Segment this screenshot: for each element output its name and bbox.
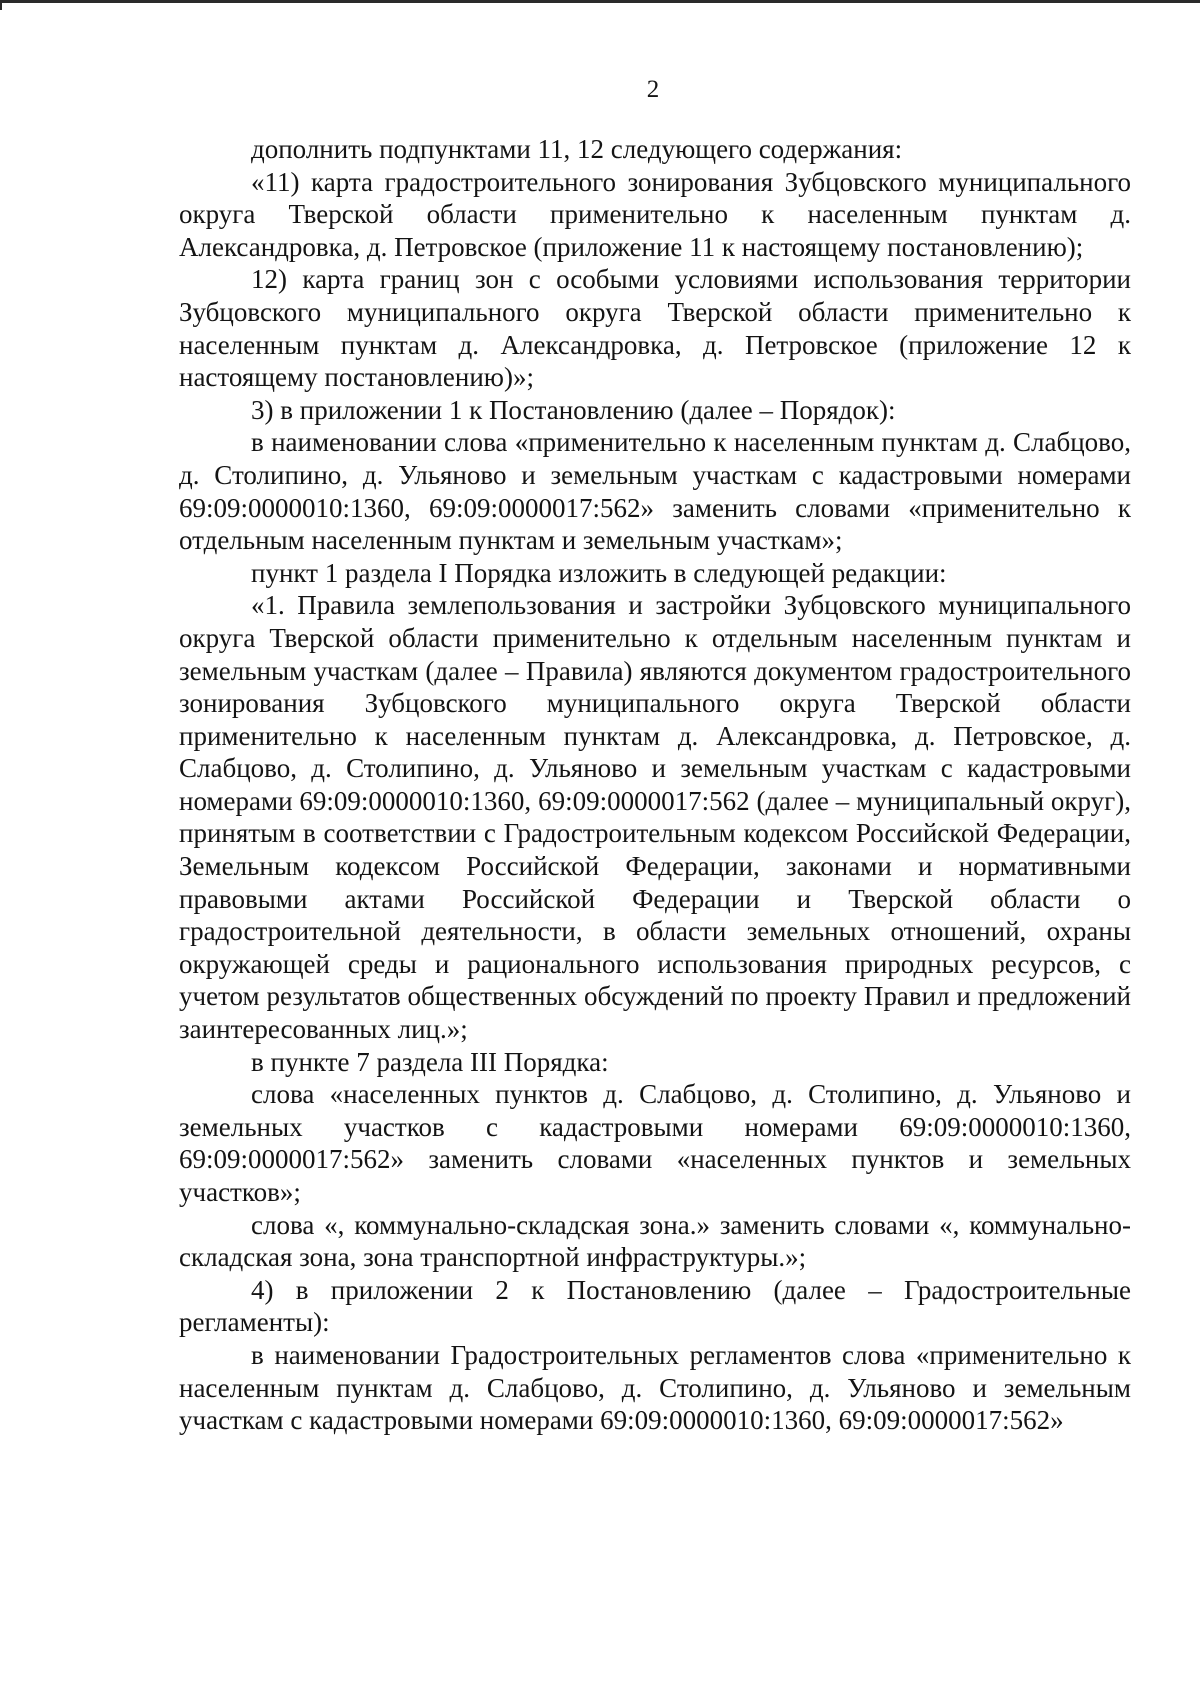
paragraph-regulations-title: в наименовании Градостроительных регламентов слова «применительно к населенным пунктам д. Слабцово, д. Столипино, д. Ульяново и земельным участкам с кадастровыми номерами 69:09:0000010:1360, 69:09:0000017:562» [179,1339,1131,1436]
paragraph-section-iii: в пункте 7 раздела III Порядка: [251,1046,609,1077]
paragraph-section-i: пункт 1 раздела I Порядка изложить в следующей редакции: [251,557,947,588]
paragraph-intro: дополнить подпунктами 11, 12 следующего содержания: [251,134,903,164]
document-body [179,133,1131,1437]
scan-border-corner [0,0,2,10]
paragraph-words-zone: слова «, коммунально-складская зона.» заменить словами «, коммунально-складская зона, зона транспортной инфраструктуры.»; [179,1209,1131,1273]
page-number: 2 [646,76,660,103]
paragraph-words-settlements: слова «населенных пунктов д. Слабцово, д. Столипино, д. Ульяново и земельных участков с кадастровыми номерами 69:09:0000010:1360, 69:09:0000017:562» заменить словами «населенных пунктов и земельных участков»; [179,1079,1131,1207]
paragraph-item-3: 3) в приложении 1 к Постановлению (далее – Порядок): [251,394,896,425]
paragraph-subitem-11: «11) карта градостроительного зонирования Зубцовского муниципального округа Тверской области применительно к населенным пунктам д. Александровка, д. Петровское (приложение 11 к настоящему постановлению); [179,166,1131,262]
paragraph-title-change: в наименовании слова «применительно к населенным пунктам д. Слабцово, д. Столипино, д. Ульяново и земельным участкам с кадастровыми номерами 69:09:0000010:1360, 69:09:0000017:562» заменить словами «применительно к отдельным населенным пунктам и земельным участкам»; [179,427,1131,556]
paragraph-rules-text: «1. Правила землепользования и застройки Зубцовского муниципального округа Тверской области применительно к отдельным населенным пунктам и земельным участкам (далее – Правила) являются документом градостроительного зонирования Зубцовского муниципального округа Тверской области применительно к населенным пунктам д. Александровка, д. Петровское, д. Слабцово, д. Столипино, д. Ульяново и земельным участкам с кадастровыми номерами 69:09:0000010:1360, 69:09:0000017:562 (далее – муниципальный округ), принятым в соответствии с Градостроительным кодексом Российской Федерации, Земельным кодексом Российской Федерации, законами и нормативными правовыми актами Российской Федерации и Тверской области о градостроительной деятельности, в области земельных отношений, охраны окружающей среды и рационального использования природных ресурсов, с учетом результатов общественных обсуждений по проекту Правил и предложений заинтересованных лиц.»; [179,590,1131,1045]
paragraph-item-4: 4) в приложении 2 к Постановлению (далее – Градостроительные регламенты): [179,1274,1131,1338]
scan-border-top [0,0,1200,3]
paragraph-subitem-12: 12) карта границ зон с особыми условиями использования территории Зубцовского муниципального округа Тверской области применительно к населенным пунктам д. Александровка, д. Петровское (приложение 12 к настоящему постановлению)»; [179,264,1131,393]
